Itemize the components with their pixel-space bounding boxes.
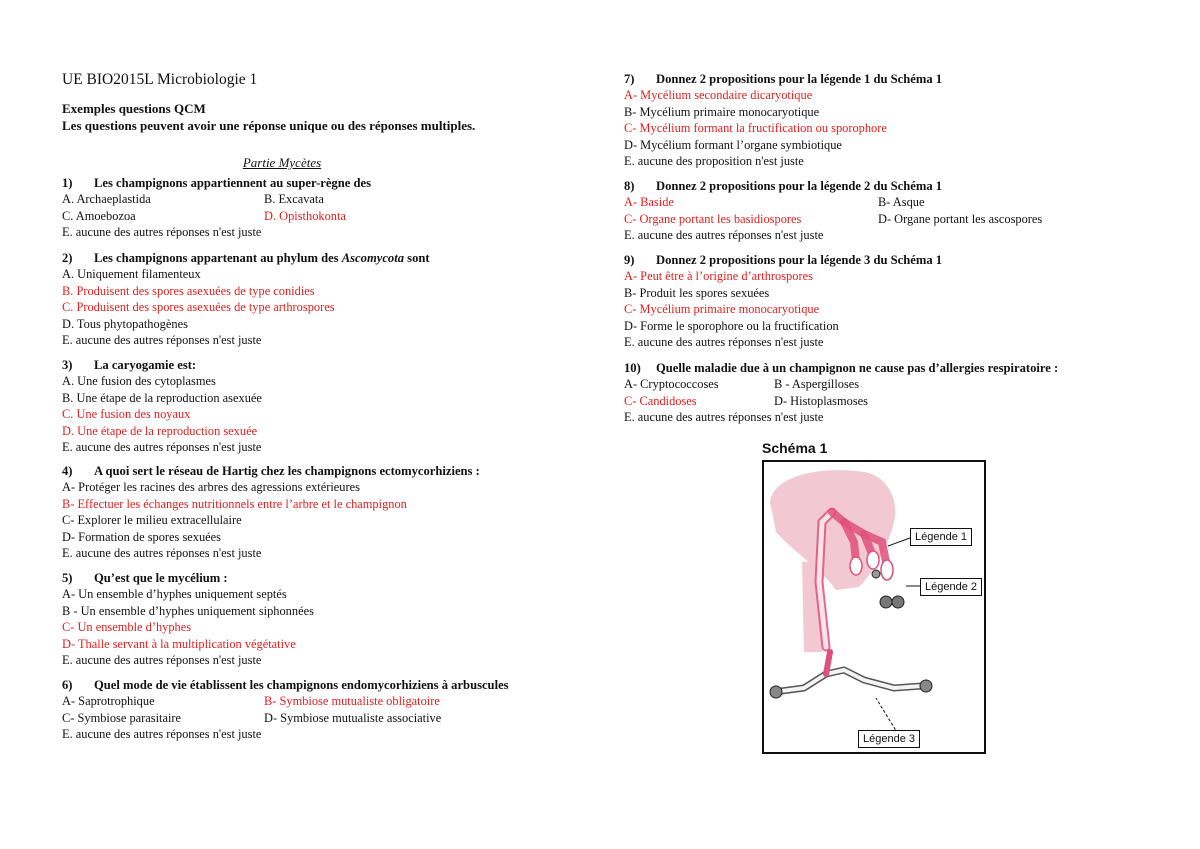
basidium-1 <box>850 557 862 575</box>
option-d-correct: D. Opisthokonta <box>264 208 346 223</box>
option-a: A. Une fusion des cytoplasmes <box>62 374 216 389</box>
question-7 <box>624 71 1134 169</box>
option-d: D- Mycélium formant l’organe symbiotique <box>624 137 842 152</box>
option-b: B. Excavata <box>264 192 324 207</box>
option-b: B. Une étape de la reproduction asexuée <box>62 390 262 405</box>
option-c-correct: C- Un ensemble d’hyphes <box>62 620 192 635</box>
question-8 <box>624 178 1134 244</box>
question-1 <box>62 175 562 241</box>
option-e: E. aucune des autres réponses n'est juste <box>624 410 824 425</box>
question-header: 5) Qu’est que le mycélium : <box>62 571 228 585</box>
question-10 <box>624 360 1134 426</box>
question-header: 9) Donnez 2 propositions pour la légende 3 du Schéma 1 <box>624 253 943 267</box>
option-e: E. aucune des autres réponses n'est juste <box>62 546 262 561</box>
option-a-correct: A- Peut être à l’origine d’arthrospores <box>624 269 813 284</box>
option-b: B- Produit les spores sexuées <box>624 285 770 300</box>
question-3 <box>62 357 562 455</box>
option-e: E. aucune des proposition n'est juste <box>624 154 804 169</box>
option-b: B - Aspergilloses <box>774 377 860 392</box>
option-b-correct: B- Effectuer les échanges nutritionnels entre l’arbre et le champignon <box>62 496 407 511</box>
question-header: 4) A quoi sert le réseau de Hartig chez les champignons ectomycorhiziens : <box>62 464 480 478</box>
basidium-3 <box>881 560 893 580</box>
basidium-2 <box>867 551 879 569</box>
section-title: Partie Mycètes <box>242 155 322 170</box>
option-c-correct: C- Mycélium primaire monocaryotique <box>624 302 820 317</box>
schema-title: Schéma 1 <box>762 440 828 456</box>
legende-1-label: Légende 1 <box>910 528 972 546</box>
option-e: E. aucune des autres réponses n'est juste <box>62 225 262 240</box>
option-b: B- Asque <box>878 195 925 210</box>
option-d: D- Histoplasmoses <box>774 393 868 408</box>
basidiospore <box>880 596 892 608</box>
option-e: E. aucune des autres réponses n'est juste <box>62 653 262 668</box>
question-header: 8) Donnez 2 propositions pour la légende 2 du Schéma 1 <box>624 179 943 193</box>
option-a: A- Saprotrophique <box>62 694 155 709</box>
option-a: A- Un ensemble d’hyphes uniquement septés <box>62 587 287 602</box>
option-c: C- Symbiose parasitaire <box>62 710 182 725</box>
option-a-correct: A- Mycélium secondaire dicaryotique <box>624 88 813 103</box>
option-c-correct: C. Produisent des spores asexuées de type arthrospores <box>62 300 335 315</box>
schema-figure <box>762 460 986 754</box>
option-b-correct: B- Symbiose mutualiste obligatoire <box>264 694 440 709</box>
question-2 <box>62 250 562 348</box>
option-d: D. Tous phytopathogènes <box>62 316 188 331</box>
option-c-correct: C- Candidoses <box>624 393 697 408</box>
legende-3-label: Légende 3 <box>858 730 920 748</box>
option-c: C- Explorer le milieu extracellulaire <box>62 513 242 528</box>
spore-left <box>770 686 782 698</box>
option-c-correct: C- Mycélium formant la fructification ou sporophore <box>624 121 887 136</box>
legende-2-label: Légende 2 <box>920 578 982 596</box>
question-header: 3) La caryogamie est: <box>62 358 197 372</box>
hypha-connection <box>826 652 830 674</box>
option-e: E. aucune des autres réponses n'est juste <box>624 228 824 243</box>
option-e: E. aucune des autres réponses n'est juste <box>62 727 262 742</box>
option-e: E. aucune des autres réponses n'est juste <box>62 440 262 455</box>
question-header: 6) Quel mode de vie établissent les champignons endomycorhiziens à arbuscules <box>62 678 509 692</box>
option-d: D- Formation de spores sexuées <box>62 529 221 544</box>
option-c-correct: C. Une fusion des noyaux <box>62 407 191 422</box>
option-d: D- Organe portant les ascospores <box>878 211 1043 226</box>
option-a: A. Archaeplastida <box>62 192 151 207</box>
question-9 <box>624 252 1134 350</box>
basidiospore <box>892 596 904 608</box>
spore-right <box>920 680 932 692</box>
instructions-note: Les questions peuvent avoir une réponse unique ou des réponses multiples. <box>62 118 476 133</box>
option-b-correct: B. Produisent des spores asexuées de type conidies <box>62 283 315 298</box>
arrow-legende-1 <box>888 538 910 546</box>
primary-mycelium-inner <box>774 670 922 692</box>
option-a: A. Uniquement filamenteux <box>62 267 201 282</box>
question-6 <box>62 677 562 743</box>
question-5 <box>62 570 562 668</box>
question-header: 7) Donnez 2 propositions pour la légende 1 du Schéma 1 <box>624 72 943 86</box>
question-header: 10) Quelle maladie due à un champignon ne cause pas d’allergies respiratoire : <box>624 361 1059 375</box>
option-a: A- Protéger les racines des arbres des agressions extérieures <box>62 480 360 495</box>
option-b: B - Un ensemble d’hyphes uniquement siphonnées <box>62 603 314 618</box>
document-subtitle: Exemples questions QCM <box>62 101 206 116</box>
mushroom-diagram <box>764 462 984 752</box>
option-d: D- Symbiose mutualiste associative <box>264 710 442 725</box>
question-4 <box>62 463 562 561</box>
option-d-correct: D- Thalle servant à la multiplication végétative <box>62 636 296 651</box>
question-header: 2) Les champignons appartenant au phylum des Ascomycota sont <box>62 251 430 265</box>
option-d-correct: D. Une étape de la reproduction sexuée <box>62 423 258 438</box>
option-a: A- Cryptococcoses <box>624 377 719 392</box>
option-e: E. aucune des autres réponses n'est juste <box>62 333 262 348</box>
option-c-correct: C- Organe portant les basidiospores <box>624 211 802 226</box>
option-e: E. aucune des autres réponses n'est juste <box>624 335 824 350</box>
option-c: C. Amoebozoa <box>62 208 136 223</box>
option-b: B- Mycélium primaire monocaryotique <box>624 104 820 119</box>
arrow-legende-3 <box>876 698 898 734</box>
basidiospore <box>872 570 880 578</box>
option-a-correct: A- Baside <box>624 195 674 210</box>
option-d: D- Forme le sporophore ou la fructification <box>624 318 839 333</box>
question-header: 1) Les champignons appartiennent au super-règne des <box>62 176 371 190</box>
document-title: UE BIO2015L Microbiologie 1 <box>62 71 258 88</box>
